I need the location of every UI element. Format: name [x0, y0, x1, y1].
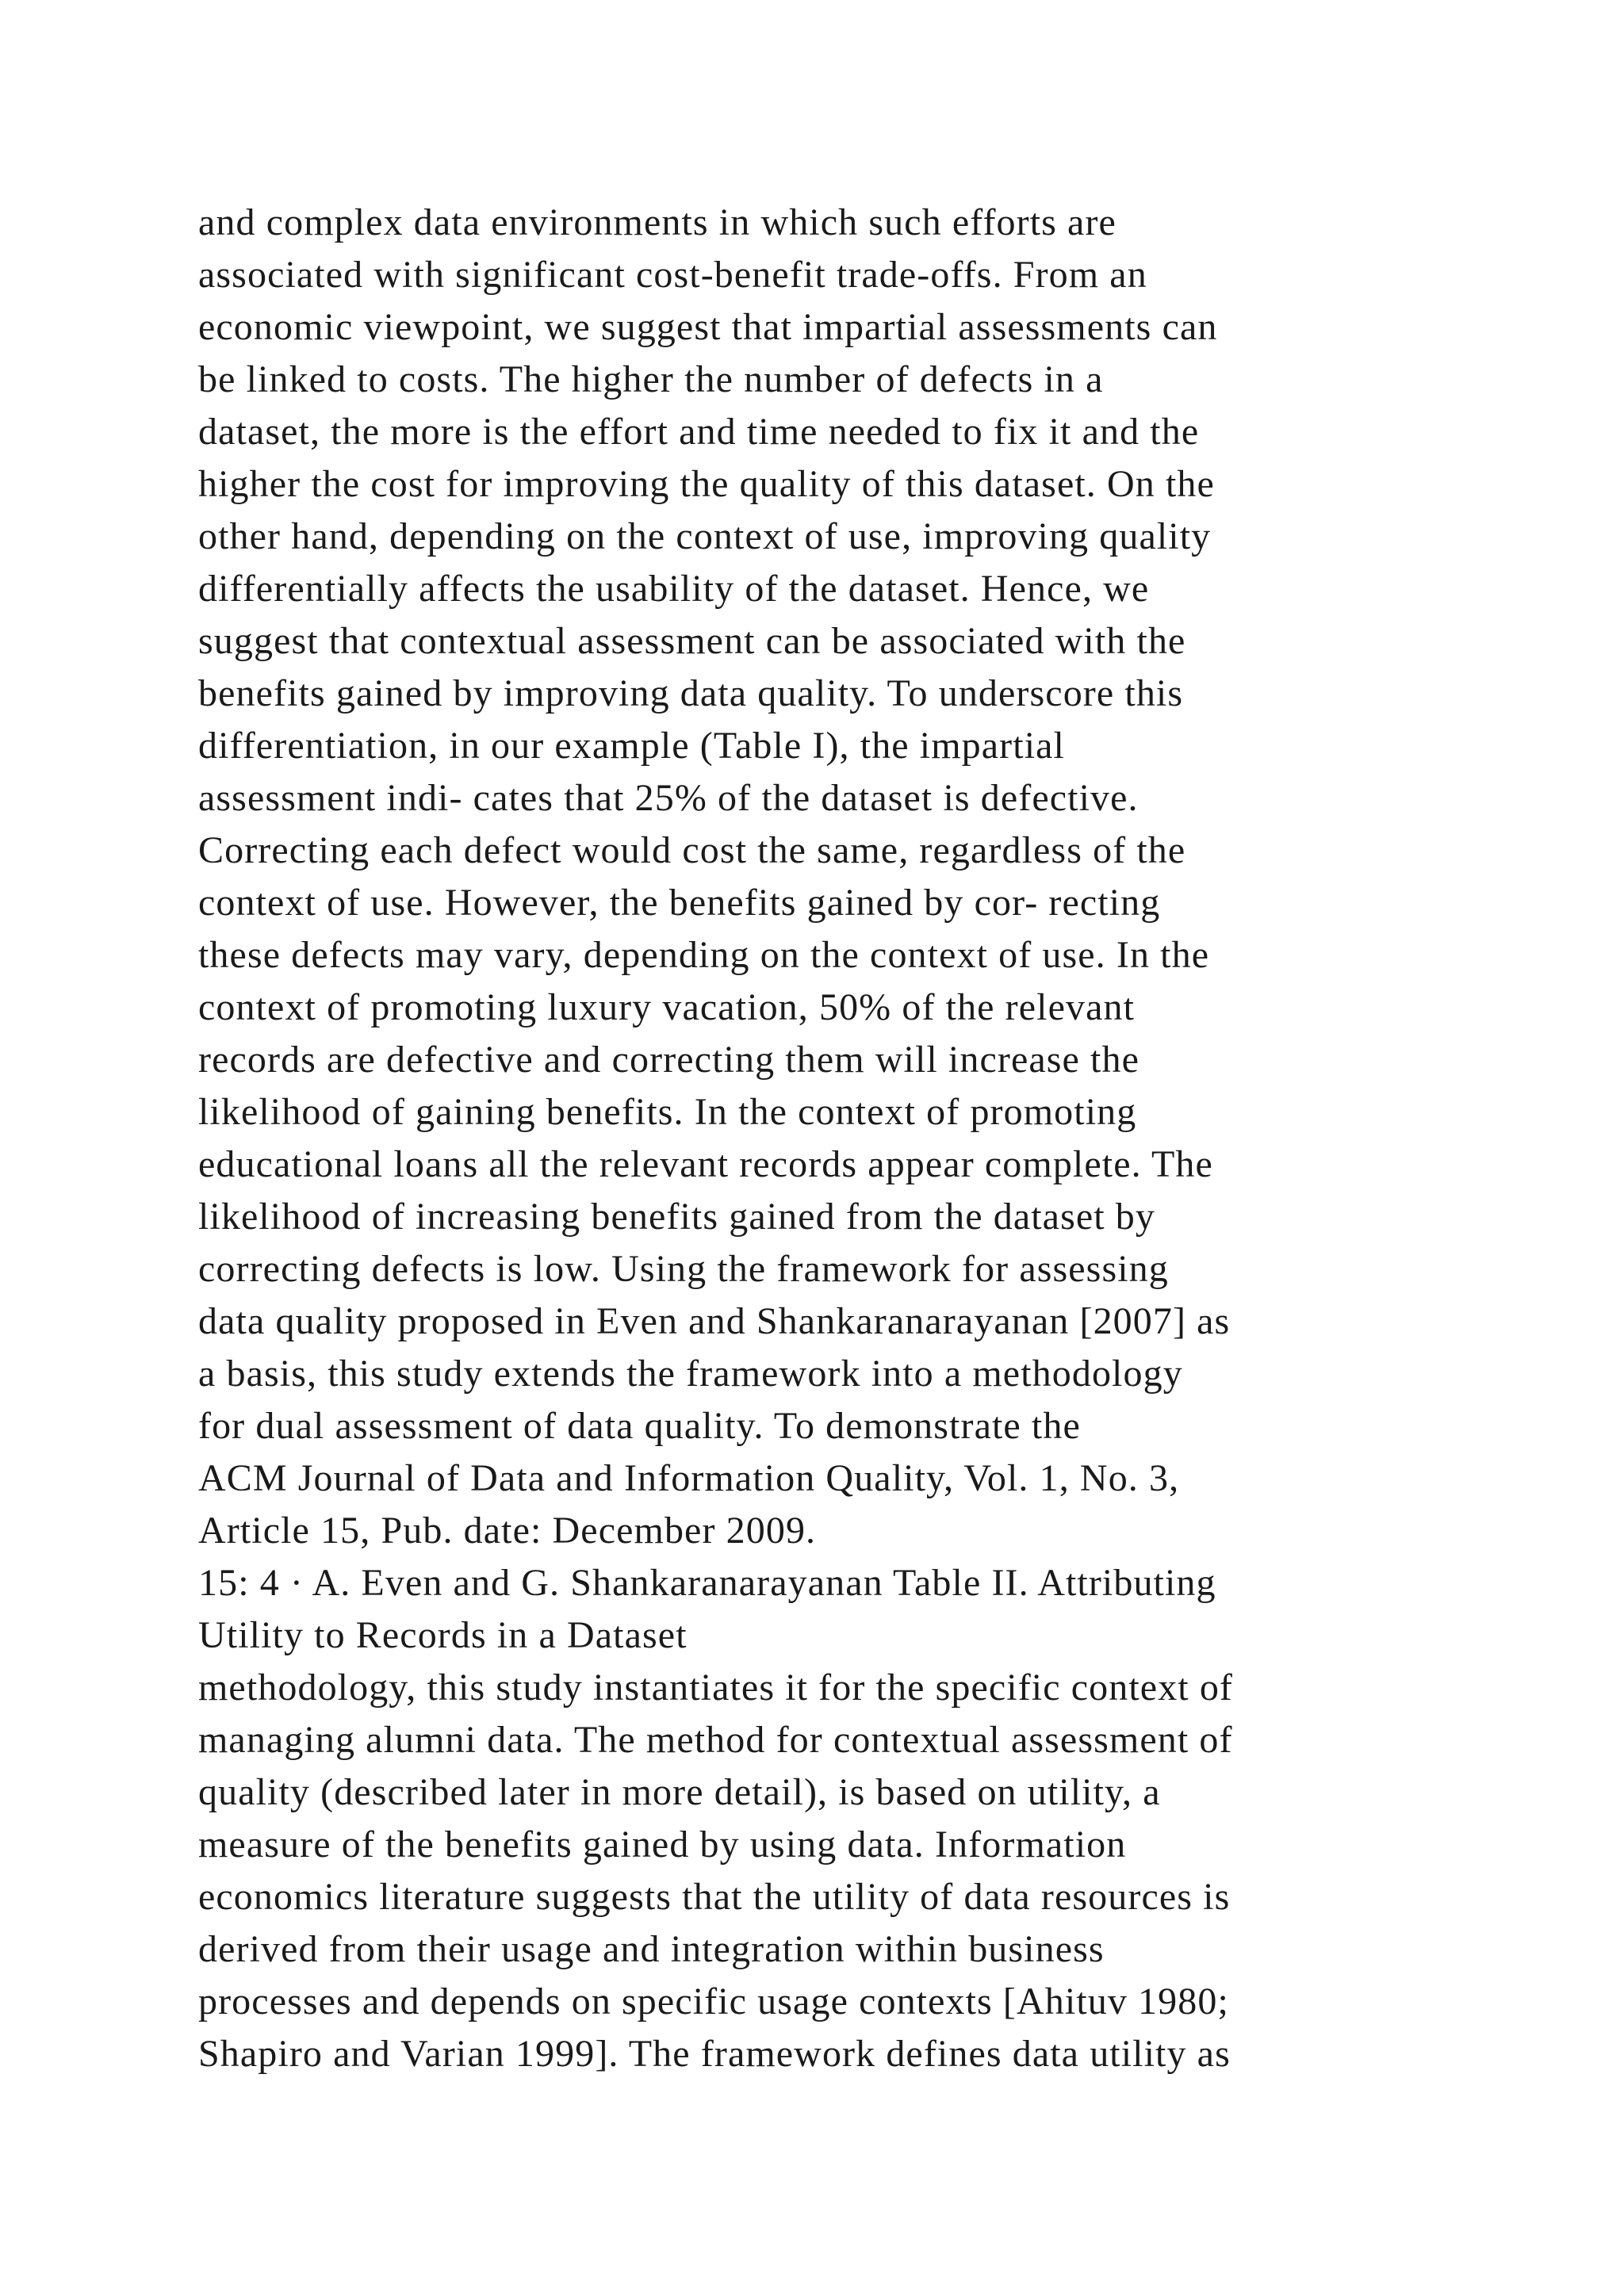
text-line: Correcting each defect would cost the same, regardless of the — [198, 829, 1186, 871]
text-line: managing alumni data. The method for contextual assessment of — [198, 1719, 1233, 1761]
text-line: benefits gained by improving data quality. To underscore this — [198, 672, 1184, 714]
text-line: likelihood of increasing benefits gained from the dataset by — [198, 1196, 1155, 1238]
body-text — [198, 197, 1499, 2080]
text-line: other hand, depending on the context of use, improving quality — [198, 515, 1212, 557]
text-line: data quality proposed in Even and Shankaranarayanan [2007] as — [198, 1300, 1231, 1342]
text-line: context of use. However, the benefits gained by cor- recting — [198, 882, 1161, 924]
text-line: likelihood of gaining benefits. In the context of promoting — [198, 1091, 1137, 1133]
text-line: derived from their usage and integration within business — [198, 1928, 1105, 1970]
text-line: correcting defects is low. Using the framework for assessing — [198, 1248, 1169, 1290]
text-line: associated with significant cost-benefit trade-offs. From an — [198, 254, 1147, 296]
text-line: economics literature suggests that the utility of data resources is — [198, 1876, 1231, 1918]
text-line: be linked to costs. The higher the number of defects in a — [198, 358, 1104, 400]
text-line: assessment indi- cates that 25% of the dataset is defective. — [198, 777, 1139, 819]
text-line: economic viewpoint, we suggest that impartial assessments can — [198, 306, 1218, 348]
table-caption-line: Utility to Records in a Dataset — [198, 1614, 688, 1656]
text-line: context of promoting luxury vacation, 50% of the relevant — [198, 986, 1136, 1028]
text-line: quality (described later in more detail), is based on utility, a — [198, 1771, 1161, 1813]
text-line: Shapiro and Varian 1999]. The framework defines data utility as — [198, 2033, 1231, 2075]
text-line: processes and depends on specific usage contexts [Ahituv 1980; — [198, 1980, 1229, 2022]
text-line: for dual assessment of data quality. To demonstrate the — [198, 1405, 1081, 1447]
text-line: suggest that contextual assessment can be associated with the — [198, 620, 1186, 662]
text-line: higher the cost for improving the quality of this dataset. On the — [198, 463, 1215, 505]
text-line: these defects may vary, depending on the context of use. In the — [198, 934, 1210, 976]
text-line: dataset, the more is the effort and time needed to fix it and the — [198, 411, 1200, 453]
text-line: educational loans all the relevant records appear complete. The — [198, 1143, 1213, 1185]
text-line: and complex data environments in which such efforts are — [198, 201, 1116, 243]
text-line: records are defective and correcting them will increase the — [198, 1039, 1139, 1081]
page-header-line: 15: 4 · A. Even and G. Shankaranarayanan Table II. Attributing — [198, 1562, 1216, 1604]
journal-citation-line: ACM Journal of Data and Information Quality, Vol. 1, No. 3, — [198, 1457, 1180, 1499]
journal-citation-line: Article 15, Pub. date: December 2009. — [198, 1510, 817, 1552]
text-line: differentiation, in our example (Table I), the impartial — [198, 725, 1065, 767]
text-line: methodology, this study instantiates it for the specific context of — [198, 1667, 1234, 1709]
text-line: differentially affects the usability of the dataset. Hence, we — [198, 568, 1150, 610]
text-line: measure of the benefits gained by using data. Information — [198, 1823, 1127, 1866]
text-line: a basis, this study extends the framework into a methodology — [198, 1353, 1183, 1395]
